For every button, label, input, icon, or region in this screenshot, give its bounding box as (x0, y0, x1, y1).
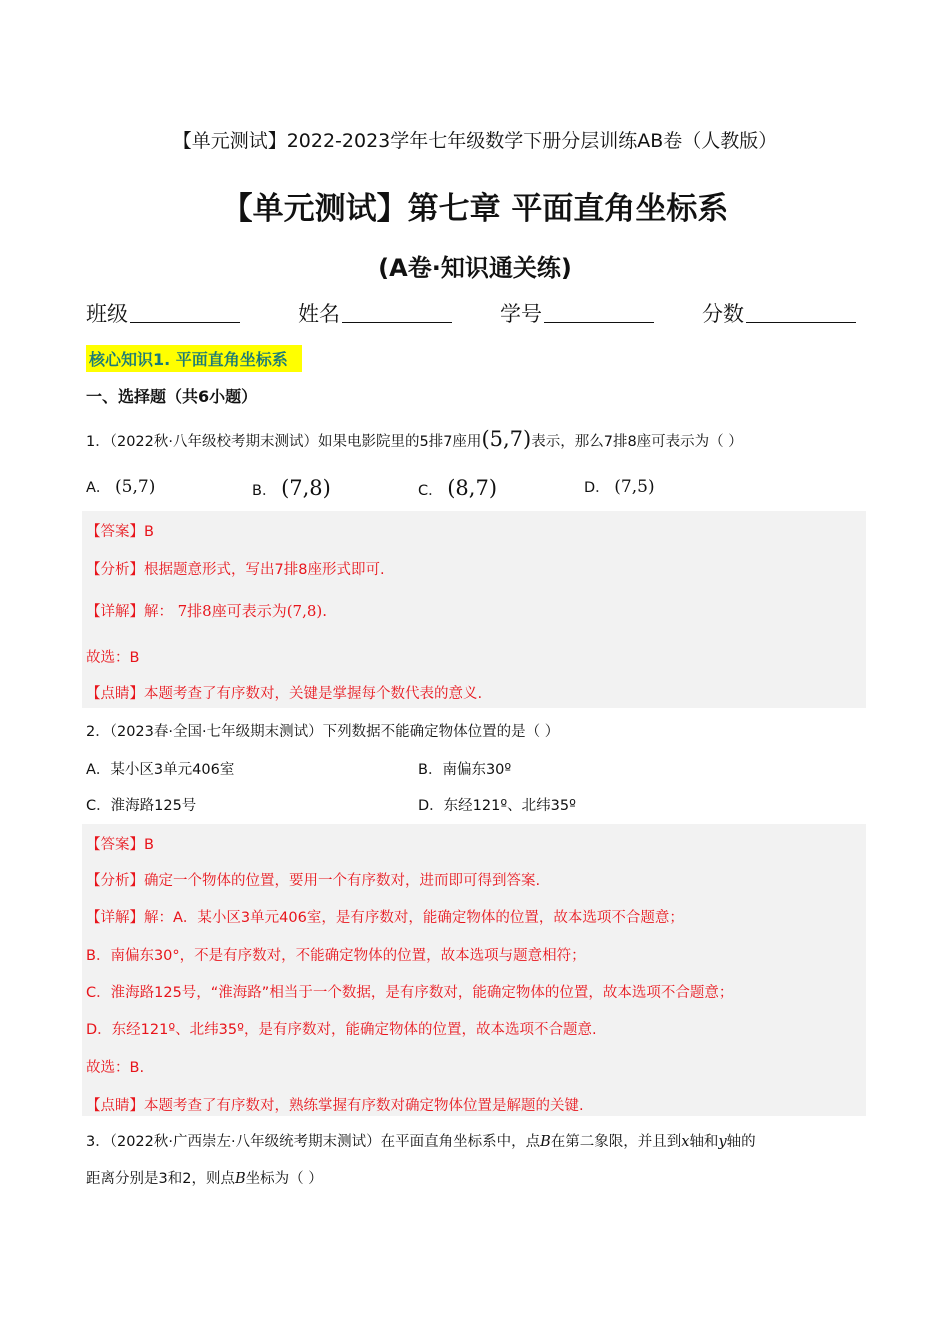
q2-detail-2: B．南偏东30°，不是有序数对，不能确定物体的位置，故本选项与题意相符； (86, 948, 586, 964)
name-label: 姓名 (298, 302, 340, 326)
q3-stem-line-2: 距离分别是3和2，则点B坐标为（ ） (86, 1171, 323, 1187)
q2-option-c: C．淮海路125号 (86, 798, 197, 814)
q2-option-b: B．南偏东30º (418, 762, 512, 778)
class-field (86, 298, 240, 328)
q1-option-b: B． (7,8) (252, 476, 331, 500)
q2-answer-box (82, 824, 866, 1116)
q2-comment: 【点睛】本题考查了有序数对，熟练掌握有序数对确定物体位置是解题的关键. (86, 1098, 584, 1114)
class-blank (130, 302, 240, 323)
q1-detail: 【详解】解： 7排8座可表示为(7,8). (86, 602, 328, 620)
score-label: 分数 (702, 302, 744, 326)
q1-answer: 【答案】B (86, 524, 154, 540)
id-field (500, 298, 654, 328)
section-title: 一、选择题（共6小题） (86, 387, 258, 406)
q1-analysis: 【分析】根据题意形式，写出7排8座形式即可. (86, 562, 385, 578)
q3-var-x: x (681, 1134, 690, 1150)
q2-detail-1: 【详解】解：A．某小区3单元406室，是有序数对，能确定物体的位置，故本选项不合题意； (86, 910, 684, 926)
name-blank (342, 302, 452, 323)
q1-detail-math: 7排8座可表示为(7,8). (177, 602, 328, 620)
q2-detail-3: C．淮海路125号，“淮海路”相当于一个数据，是有序数对，能确定物体的位置，故本选项不合题意； (86, 985, 734, 1001)
q1-option-d: D． (7,5) (584, 477, 655, 497)
series-title: 【单元测试】2022-2023学年七年级数学下册分层训练AB卷（人教版） (172, 130, 778, 152)
q3-var-b-2: B (234, 1171, 246, 1187)
score-blank (746, 302, 856, 323)
q2-option-a: A．某小区3单元406室 (86, 762, 235, 778)
name-field (298, 298, 452, 328)
score-field (702, 298, 856, 328)
q1-stem: 1．（2022秋·八年级校考期末测试）如果电影院里的5排7座用(5,7)表示，那么7排8座可表示为（ ） (86, 427, 743, 451)
q2-option-d: D．东经121º、北纬35º (418, 798, 576, 814)
q2-stem: 2．（2023春·全国·七年级期末测试）下列数据不能确定物体位置的是（ ） (86, 724, 560, 740)
q1-option-c: C． (8,7) (418, 476, 498, 500)
q3-stem-line-1: 3．（2022秋·广西崇左·八年级统考期末测试）在平面直角坐标系中，点B在第二象限，并且到x轴和y轴的 (86, 1134, 756, 1150)
knowledge-tag: 核心知识1. 平面直角坐标系 (86, 345, 302, 372)
id-label: 学号 (500, 302, 542, 326)
q3-var-b: B (540, 1134, 551, 1150)
id-blank (544, 302, 654, 323)
subtitle: (A卷·知识通关练) (378, 254, 572, 282)
q1-choice: 故选：B (86, 650, 140, 666)
q2-analysis: 【分析】确定一个物体的位置，要用一个有序数对，进而即可得到答案. (86, 873, 541, 889)
q3-var-y: y (718, 1134, 727, 1150)
q2-choice: 故选：B. (86, 1060, 145, 1076)
class-label: 班级 (86, 302, 128, 326)
q2-detail-4: D．东经121º、北纬35º，是有序数对，能确定物体的位置，故本选项不合题意. (86, 1022, 597, 1038)
q1-comment: 【点睛】本题考查了有序数对，关键是掌握每个数代表的意义. (86, 686, 483, 702)
main-title: 【单元测试】第七章 平面直角坐标系 (221, 191, 729, 227)
q2-answer: 【答案】B (86, 837, 154, 853)
q1-option-a: A． (5,7) (86, 477, 156, 497)
q1-stem-math: (5,7) (481, 427, 532, 451)
